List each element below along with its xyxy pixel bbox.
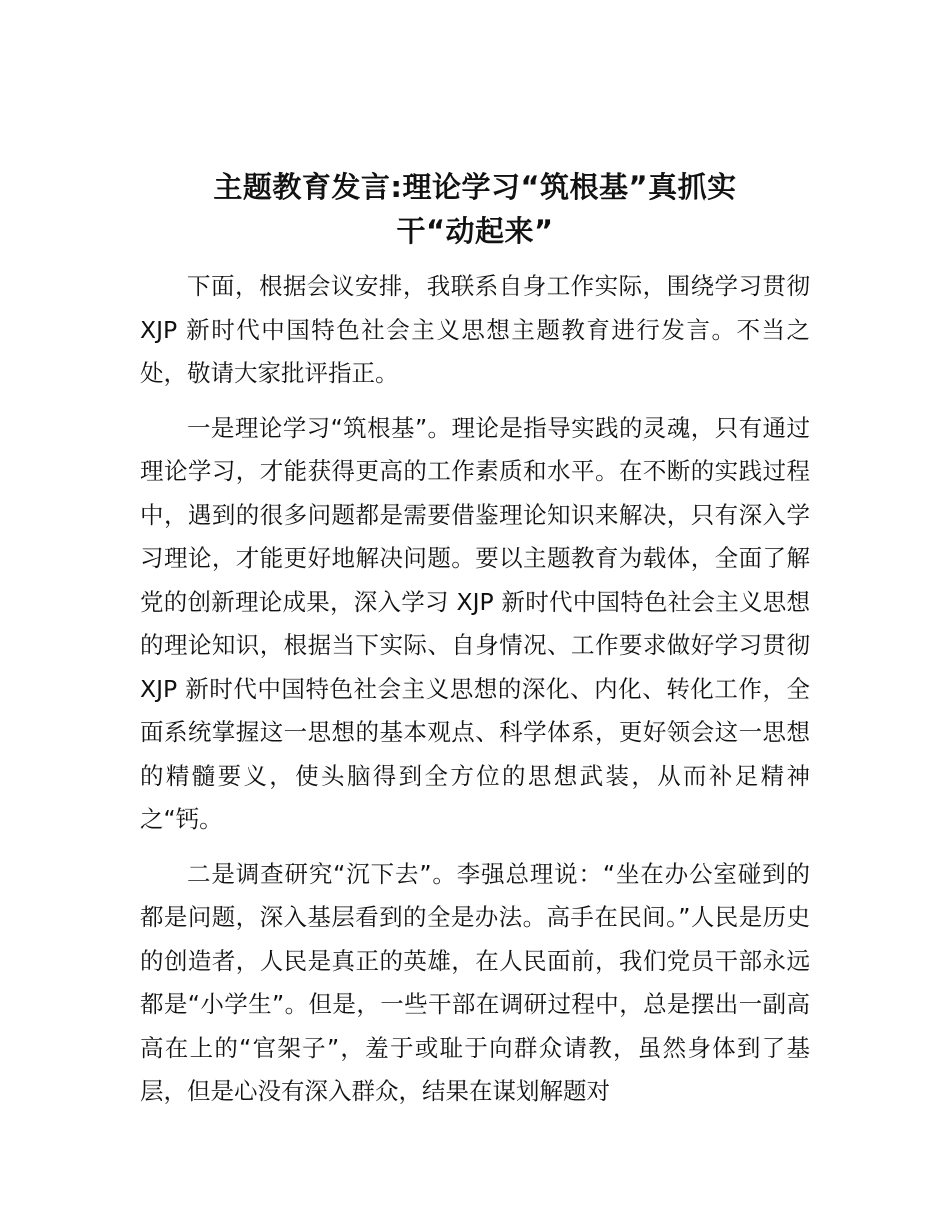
- document-title: [140, 165, 810, 253]
- title-line-2: 干“动起来”: [396, 214, 554, 248]
- document-body: [140, 265, 810, 1125]
- paragraph-investigation: 二是调查研究“沉下去”。李强总理说：“坐在办公室碰到的都是问题，深入基层看到的全是办法。高手在民间。”人民是历史的创造者，人民是真正的英雄，在人民面前，我们党员干部永远都是“小学生”。但是，一些干部在调研过程中，总是摆出一副高高在上的“官架子”，羞于或耻于向群众请教，虽然身体到了基层，但是心没有深入群众，结果在谋划解题对: [140, 859, 810, 1105]
- title-line-1: 主题教育发言:理论学习“筑根基”真抓实: [213, 170, 737, 204]
- paragraph-intro: 下面，根据会议安排，我联系自身工作实际，围绕学习贯彻 XJP 新时代中国特色社会主义思想主题教育进行发言。不当之处，敬请大家批评指正。: [140, 272, 810, 387]
- paragraph-theory-study: 一是理论学习“筑根基”。理论是指导实践的灵魂，只有通过理论学习，才能获得更高的工作素质和水平。在不断的实践过程中，遇到的很多问题都是需要借鉴理论知识来解决，只有深入学习理论，才能更好地解决问题。要以主题教育为载体，全面了解党的创新理论成果，深入学习 XJP 新时代中国特色社会主义思想的理论知识，根据当下实际、自身情况、工作要求做好学习贯彻 XJP 新时代中国特色社会主义思想的深化、内化、转化工作，全面系统掌握这一思想的基本观点、科学体系，更好领会这一思想的精髓要义，使头脑得到全方位的思想武装，从而补足精神之“钙。: [140, 413, 810, 833]
